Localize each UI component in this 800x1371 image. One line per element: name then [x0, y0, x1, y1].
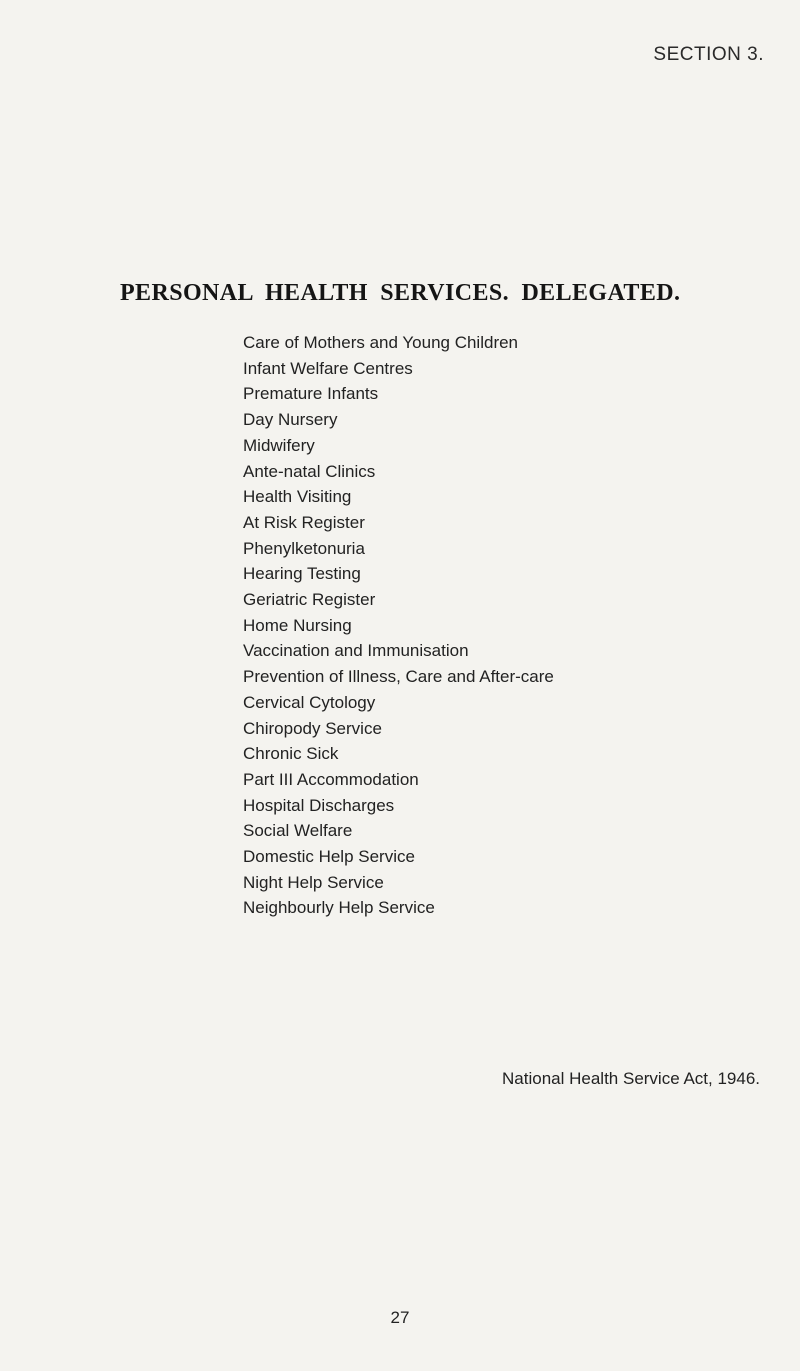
act-reference: National Health Service Act, 1946. [502, 1069, 760, 1088]
list-item: Cervical Cytology [243, 692, 376, 712]
list-item: Chiropody Service [243, 718, 382, 738]
list-item: Domestic Help Service [243, 847, 415, 867]
list-item: Phenylketonuria [243, 538, 365, 558]
list-item: At Risk Register [243, 512, 365, 532]
list-item: Home Nursing [243, 615, 352, 635]
list-item: Ante-natal Clinics [243, 461, 376, 481]
list-item: Prevention of Illness, Care and After-care [243, 667, 554, 687]
list-item: Social Welfare [243, 821, 353, 841]
list-item: Hearing Testing [243, 564, 361, 584]
page-number: 27 [390, 1308, 410, 1327]
services-list [243, 330, 554, 921]
list-item: Vaccination and Immunisation [243, 641, 469, 661]
list-item: Day Nursery [243, 410, 338, 430]
list-item: Premature Infants [243, 384, 379, 404]
list-item: Chronic Sick [243, 744, 339, 764]
page-title: PERSONAL HEALTH SERVICES. DELEGATED. [120, 280, 681, 306]
list-item: Infant Welfare Centres [243, 358, 413, 378]
section-label: SECTION 3. [653, 44, 764, 65]
list-item: Hospital Discharges [243, 795, 395, 815]
list-item: Geriatric Register [243, 590, 376, 610]
list-item: Neighbourly Help Service [243, 898, 435, 918]
list-item: Part III Accommodation [243, 769, 419, 789]
list-item: Health Visiting [243, 487, 352, 507]
list-item: Night Help Service [243, 872, 384, 892]
list-item: Midwifery [243, 435, 315, 455]
list-item: Care of Mothers and Young Children [243, 333, 519, 352]
